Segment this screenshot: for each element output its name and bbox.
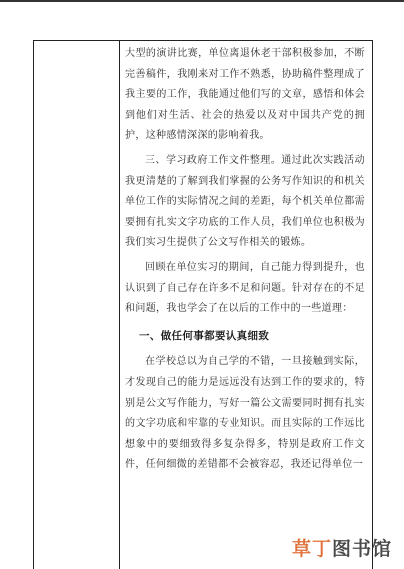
table-left-rule [33,40,34,569]
watermark-part-1: 草丁 [291,538,332,560]
section-heading: 一、做任何事都要认真细致 [139,329,270,342]
page-top-border [0,0,404,2]
table-top-rule [33,40,373,41]
site-watermark-logo [292,534,392,561]
paragraph-4: 在学校总以为自己学的不错，一旦接触到实际，才发现自己的能力是远远没有达到工作的要求的，特别是公文写作能力，写好一篇公文需要同时拥有扎实的文字功底和牢靠的专业知识。而且实际的工作远比想象中的要细致得多复杂得多，特别是政府工作文件，任何细微的差错都不会被容忍，我还记得单位一 [125,356,365,471]
paragraph-3: 回顾在单位实习的期间，自己能力得到提升，也认识到了自己存在许多不足和问题。针对存在的不足和问题，我也学会了在以后的工作中的一些道理： [125,261,365,315]
paragraph-2: 三、学习政府工作文件整理。通过此次实践活动我更清楚的了解到我们掌握的公务写作知识的和机关单位工作的实际情况之间的差距，每个机关单位都需要拥有扎实文字功底的工作人员，我们单位也积极为我们实习生提供了公文写作相关的锻炼。 [125,154,365,249]
watermark-part-2: 图书馆 [331,538,392,560]
table-frame [33,40,373,569]
table-content-cell [125,44,365,569]
table-column-divider [119,40,120,569]
table-right-rule [372,40,373,569]
paragraph-1: 大型的演讲比赛，单位离退休老干部积极参加，不断完善稿件，我刚来对工作不熟悉，协助稿件整理成了我主要的工作，我能通过他们写的文章，感悟和体会到他们对生活、社会的热爱以及对中国共产党的拥护，这种感情深深的影响着我。 [125,48,365,142]
